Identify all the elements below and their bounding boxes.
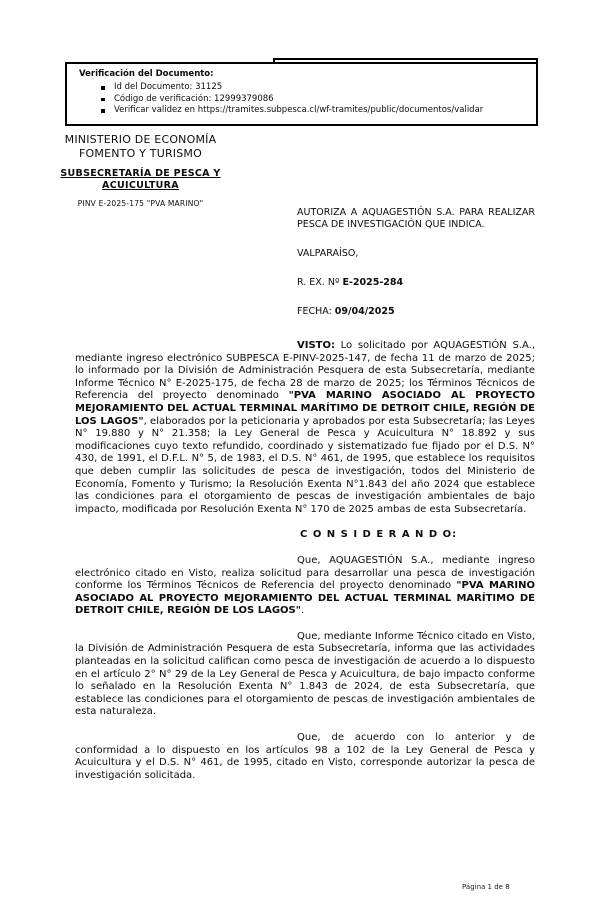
project-code: PINV E-2025-175 "PVA MARINO" [77, 199, 204, 208]
ministry-line-1: MINISTERIO DE ECONOMÍA [64, 133, 217, 146]
verification-code-text: Código de verificación: 12999379086 [114, 93, 274, 104]
date-line [297, 306, 535, 318]
letterhead [48, 133, 233, 208]
bullet-icon [101, 86, 105, 90]
considerando-heading: C O N S I D E R A N D O: [300, 529, 458, 541]
bullet-icon [101, 98, 105, 102]
verification-item-code [101, 94, 528, 106]
visto-text-2: , elaborados por la peticionaria y aprobados por esta Subsecretaría; las Leyes N° 19.880 y N° 21.358; la Ley General de Pesca y Acuicultura N° 18.892 y sus modificaciones cuyo texto refundido, coordinado y sistematizado fue fijado por el D.S. N° 430, de 1991, el D.F.L. N° 5, de 1983, el D.S. N° 461, de 1995, que establece los requisitos que deben cumplir las solicitudes de pesca de investigación, todos del Ministerio de Economía, Fomento y Turismo; la Resolución Exenta N°1.843 del año 2024 que establece las condiciones para el otorgamiento de pescas de investigación ambientales de bajo impacto, modificada por Resolución Exenta N° 170 de 2025 ambas de esta Subsecretaría. [75, 415, 535, 515]
considerando-1-text-1: Que, AQUAGESTIÓN S.A., mediante ingreso electrónico citado en Visto, realiza solicitud para desarrollar una pesca de investigación conforme los Términos Técnicos de Referencia del proyecto denominado [75, 554, 535, 592]
subject-line: AUTORIZA A AQUAGESTIÓN S.A. PARA REALIZAR PESCA DE INVESTIGACIÓN QUE INDICA. [297, 207, 535, 230]
ministry-name [48, 133, 233, 161]
verification-box [65, 62, 538, 126]
date-value: 09/04/2025 [334, 306, 395, 317]
resolution-number: E-2025-284 [342, 277, 404, 288]
verification-list [101, 82, 528, 117]
visto-paragraph [75, 340, 535, 516]
document-body [75, 340, 535, 782]
considerando-1-text-2: . [300, 605, 305, 617]
visto-label: VISTO: [297, 340, 335, 351]
bullet-icon [101, 109, 105, 113]
verification-item-doc-id [101, 82, 528, 94]
page-indicator: Página 1 de 8 [462, 883, 510, 891]
project-title-bold: "PVA MARINO ASOCIADO AL PROYECTO MEJORAMIENTO DEL ACTUAL TERMINAL MARÍTIMO DE DETROIT CHILE, REGIÓN DE LOS LAGOS" [75, 390, 535, 427]
considerando-paragraph-3: Que, de acuerdo con lo anterior y de conformidad a lo dispuesto en los artículos 98 a 102 de la Ley General de Pesca y Acuicultura y el D.S. N° 461, de 1995, citado en Visto, corresponde autorizar la pesca de investigación solicitada. [75, 732, 535, 781]
considerando-paragraph-2: Que, mediante Informe Técnico citado en Visto, la División de Administración Pesquera de esta Subsecretaría, informa que las actividades planteadas en la solicitud califican como pesca de investigación de acuerdo a lo dispuesto en el artículo 2° N° 29 de la Ley General de Pesca y Acuicultura, de bajo impacto conforme lo señalado en la Resolución Exenta N° 1.843 de 2024, de esta Subsecretaría, que establece las condiciones para el otorgamiento de pescas de investigación ambientales de esta naturaleza. [75, 630, 535, 718]
subsecretaria-name: SUBSECRETARÍA DE PESCA Y ACUICULTURA [60, 168, 221, 191]
verification-title: Verificación del Documento: [79, 69, 214, 79]
date-prefix: FECHA: [297, 306, 335, 317]
project-title-bold: "PVA MARINO ASOCIADO AL PROYECTO MEJORAMIENTO DEL ACTUAL TERMINAL MARÍTIMO DE DETROIT CHILE, REGIÓN DE LOS LAGOS" [75, 580, 535, 617]
visto-text-1: Lo solicitado por AQUAGESTIÓN S.A., mediante ingreso electrónico SUBPESCA E-PINV-2025-147, de fecha 11 de marzo de 2025; lo informado por la División de Administración Pesquera de esta Subsecretaría, mediante Informe Técnico N° E-2025-175, de fecha 28 de marzo de 2025; los Términos Técnicos de Referencia del proyecto denominado [75, 340, 535, 402]
resolution-prefix: R. EX. Nº [297, 277, 343, 288]
resolution-number-line [297, 277, 535, 289]
verification-item-url [101, 105, 528, 117]
verification-doc-id-text: Id del Documento: 31125 [114, 82, 223, 92]
considerando-paragraph-1 [75, 555, 535, 618]
verification-url: Verificar validez en https://tramites.subpesca.cl/wf-tramites/public/documentos/validar [114, 105, 484, 115]
ministry-line-2: FOMENTO Y TURISMO [79, 147, 202, 160]
resolution-title-block [297, 207, 535, 318]
city-line: VALPARAÍSO, [297, 248, 359, 259]
